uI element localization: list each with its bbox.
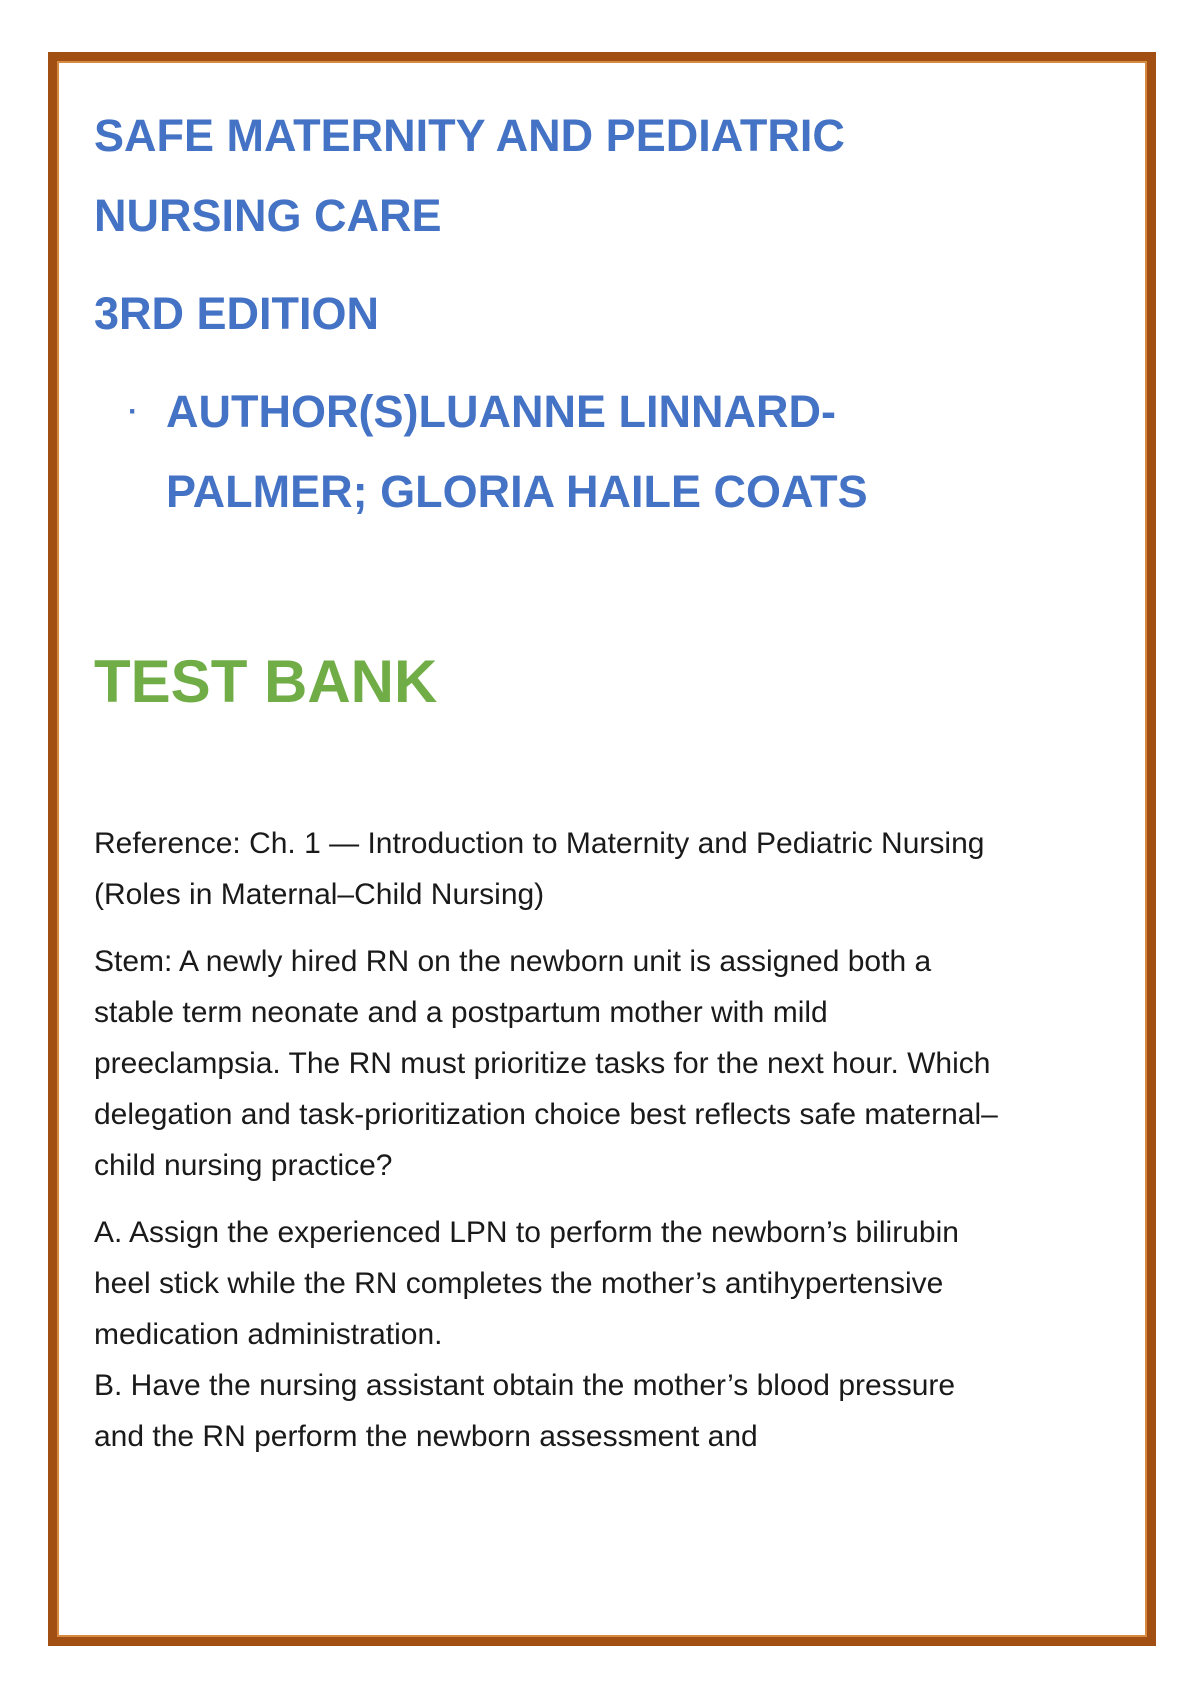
question-stem: Stem: A newly hired RN on the newborn unit is assigned both a stable term neonate and a postpartum mother with mild preeclampsia. The RN must prioritize tasks for the next hour. Which delegation and task-prioritization choice best reflects safe maternal–child nursing practice? (94, 945, 998, 1182)
test-bank-heading: TEST BANK (94, 648, 438, 715)
answer-option-a: A. Assign the experienced LPN to perform the newborn’s bilirubin heel stick while the RN completes the mother’s antihypertensive medication administration. (94, 1216, 959, 1351)
book-title: SAFE MATERNITY AND PEDIATRIC NURSING CARE (94, 110, 845, 241)
edition-label: 3RD EDITION (94, 288, 380, 339)
author-list-item (94, 372, 886, 532)
answer-option-b: B. Have the nursing assistant obtain the mother’s blood pressure and the RN perform the newborn assessment and (94, 1369, 956, 1453)
authors-text: AUTHOR(S)LUANNE LINNARD-PALMER; GLORIA HAILE COATS (166, 386, 868, 517)
document-body (94, 96, 1034, 1462)
reference-text: Reference: Ch. 1 — Introduction to Maternity and Pediatric Nursing (Roles in Maternal–Child Nursing) (94, 827, 985, 911)
bullet-icon: · (128, 395, 138, 428)
author-list (94, 372, 1034, 532)
